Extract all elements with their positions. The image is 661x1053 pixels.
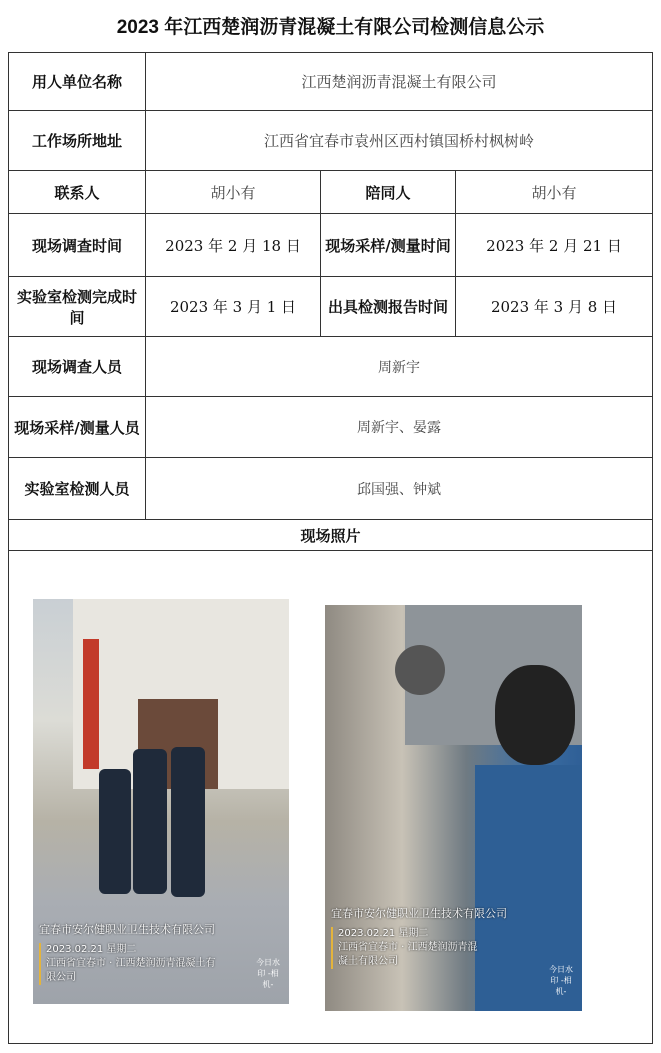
photo2-date: 2023.02.21 星期二 xyxy=(338,928,429,939)
sampling-staff-value: 周新宇、晏露 xyxy=(146,397,653,458)
survey-staff-value: 周新宇 xyxy=(146,337,653,397)
address-value: 江西省宜春市袁州区西村镇国桥村枫树岭 xyxy=(146,111,653,171)
photo2-watermark: 今日水印 -相机- xyxy=(549,965,573,996)
photo1-location: 江西省宜春市 · 江西楚润沥青混凝土有限公司 xyxy=(46,958,216,983)
contact-value: 胡小有 xyxy=(146,171,321,214)
employer-label: 用人单位名称 xyxy=(9,53,146,111)
page-title: 2023 年江西楚润沥青混凝土有限公司检测信息公示 xyxy=(116,17,545,38)
photos-area xyxy=(9,551,652,1043)
lab-done-value: 2023 年 3 月 1 日 xyxy=(146,277,321,337)
lab-done-label: 实验室检测完成时间 xyxy=(9,277,146,337)
survey-time-label: 现场调查时间 xyxy=(9,214,146,277)
employer-value: 江西楚润沥青混凝土有限公司 xyxy=(146,53,653,111)
sampling-time-label: 现场采样/测量时间 xyxy=(321,214,456,277)
info-table xyxy=(8,52,653,1044)
survey-staff-label: 现场调查人员 xyxy=(9,337,146,397)
report-time-label: 出具检测报告时间 xyxy=(321,277,456,337)
escort-value: 胡小有 xyxy=(456,171,653,214)
photo1-watermark: 今日水印 -相机- xyxy=(256,958,280,989)
escort-label: 陪同人 xyxy=(321,171,456,214)
photo2-location: 江西省宜春市 · 江西楚润沥青混凝土有限公司 xyxy=(338,942,478,967)
address-label: 工作场所地址 xyxy=(9,111,146,171)
photo2-company: 宜春市安尔健职业卫生技术有限公司 xyxy=(331,907,507,920)
survey-time-value: 2023 年 2 月 18 日 xyxy=(146,214,321,277)
site-photo-entrance xyxy=(33,599,289,1004)
sampling-staff-label: 现场采样/测量人员 xyxy=(9,397,146,458)
photos-heading: 现场照片 xyxy=(9,520,653,551)
photo1-date: 2023.02.21 星期二 xyxy=(46,944,137,955)
photo1-company: 宜春市安尔健职业卫生技术有限公司 xyxy=(39,923,215,936)
lab-staff-value: 邱国强、钟斌 xyxy=(146,458,653,520)
report-time-value: 2023 年 3 月 8 日 xyxy=(456,277,653,337)
sampling-time-value: 2023 年 2 月 21 日 xyxy=(456,214,653,277)
contact-label: 联系人 xyxy=(9,171,146,214)
site-photo-operator xyxy=(325,605,582,1011)
lab-staff-label: 实验室检测人员 xyxy=(9,458,146,520)
